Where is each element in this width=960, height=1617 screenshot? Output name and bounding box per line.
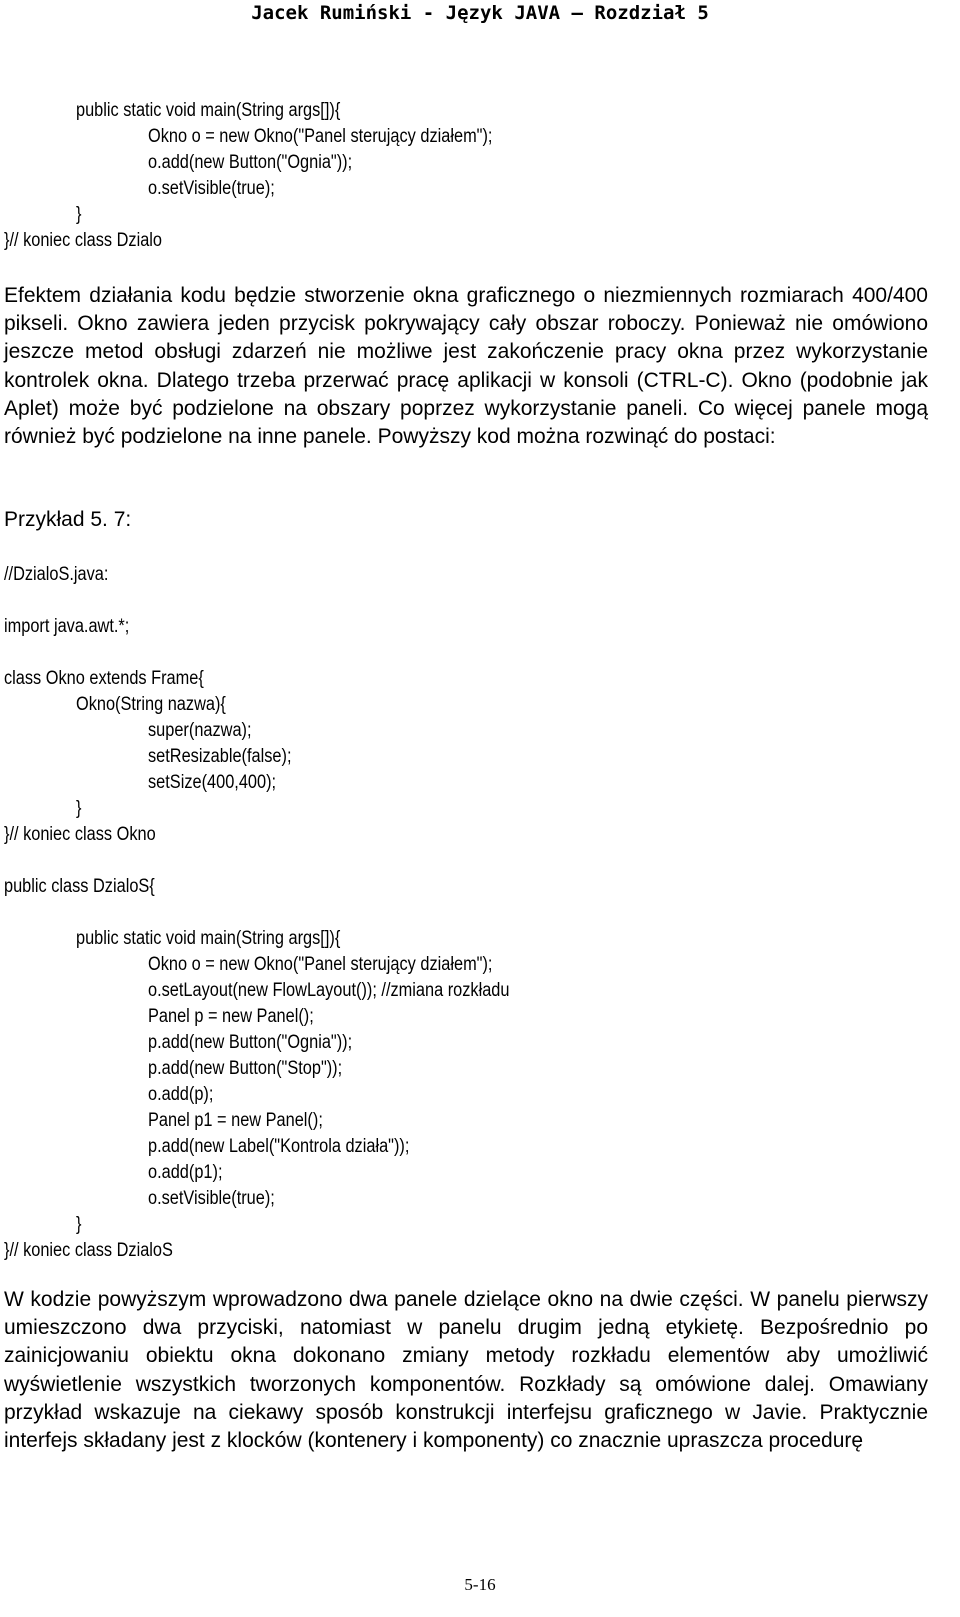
- code-line: p.add(new Button("Ognia"));: [148, 1032, 353, 1053]
- code-line: p.add(new Button("Stop"));: [148, 1058, 343, 1079]
- code-line: o.add(p);: [148, 1084, 214, 1105]
- code-line: }: [76, 204, 82, 225]
- code-line: }// koniec class DzialoS: [4, 1240, 173, 1261]
- code-line: }// koniec class Dzialo: [4, 230, 163, 251]
- code-line: super(nazwa);: [148, 720, 252, 741]
- code-filename: //DzialoS.java:: [4, 564, 109, 585]
- example-label: Przykład 5. 7:: [4, 508, 132, 531]
- page-header: Jacek Rumiński - Język JAVA – Rozdział 5: [251, 2, 709, 24]
- code-line: Okno(String nazwa){: [76, 694, 226, 715]
- code-line: p.add(new Label("Kontrola działa"));: [148, 1136, 410, 1157]
- code-line: }: [76, 798, 82, 819]
- code-line: }// koniec class Okno: [4, 824, 156, 845]
- code-line: o.add(p1);: [148, 1162, 223, 1183]
- code-line: class Okno extends Frame{: [4, 668, 204, 689]
- code-line: setResizable(false);: [148, 746, 292, 767]
- page-number: 5-16: [464, 1575, 496, 1594]
- code-line: public static void main(String args[]){: [76, 100, 341, 121]
- code-line: Okno o = new Okno("Panel sterujący działem");: [148, 954, 493, 975]
- code-line: }: [76, 1214, 82, 1235]
- code-line: o.add(new Button("Ognia"));: [148, 152, 353, 173]
- code-line: Panel p1 = new Panel();: [148, 1110, 323, 1131]
- code-line: o.setVisible(true);: [148, 1188, 275, 1209]
- code-line: public class DzialoS{: [4, 876, 155, 897]
- code-import: import java.awt.*;: [4, 616, 130, 637]
- code-line: Okno o = new Okno("Panel sterujący działem");: [148, 126, 493, 147]
- code-line: o.setVisible(true);: [148, 178, 275, 199]
- body-paragraph: Efektem działania kodu będzie stworzenie okna graficznego o niezmiennych rozmiarach 400/400 pikseli. Okno zawiera jeden przycisk pokrywający cały obszar roboczy. Ponieważ nie omówiono jeszcze metod obsługi zdarzeń nie możliwe jest zakończenie pracy okna przez wykorzystanie kontrolek okna. Dlatego trzeba przerwać pracę aplikacji w konsoli (CTRL-C). Okno (podobnie jak Aplet) może być podzielone na obszary poprzez wykorzystanie paneli. Co więcej panele mogą również być podzielone na inne panele. Powyższy kod można rozwinąć do postaci:: [4, 284, 928, 449]
- code-line: o.setLayout(new FlowLayout()); //zmiana rozkładu: [148, 980, 510, 1001]
- code-line: public static void main(String args[]){: [76, 928, 341, 949]
- body-paragraph: W kodzie powyższym wprowadzono dwa panele dzielące okno na dwie części. W panelu pierwszy umieszczono dwa przyciski, natomiast w panelu drugim jedną etykietę. Bezpośrednio po zainicjowaniu obiektu okna dokonano zmiany metody rozkładu elementów aby umożliwić wyświetlenie wszystkich tworzonych komponentów. Rozkłady są omówione dalej. Omawiany przykład wskazuje na ciekawy sposób konstrukcji interfejsu graficznego w Javie. Praktycznie interfejs składany jest z klocków (kontenery i komponenty) co znacznie upraszcza procedurę: [4, 1288, 928, 1453]
- code-line: Panel p = new Panel();: [148, 1006, 314, 1027]
- code-line: setSize(400,400);: [148, 772, 277, 793]
